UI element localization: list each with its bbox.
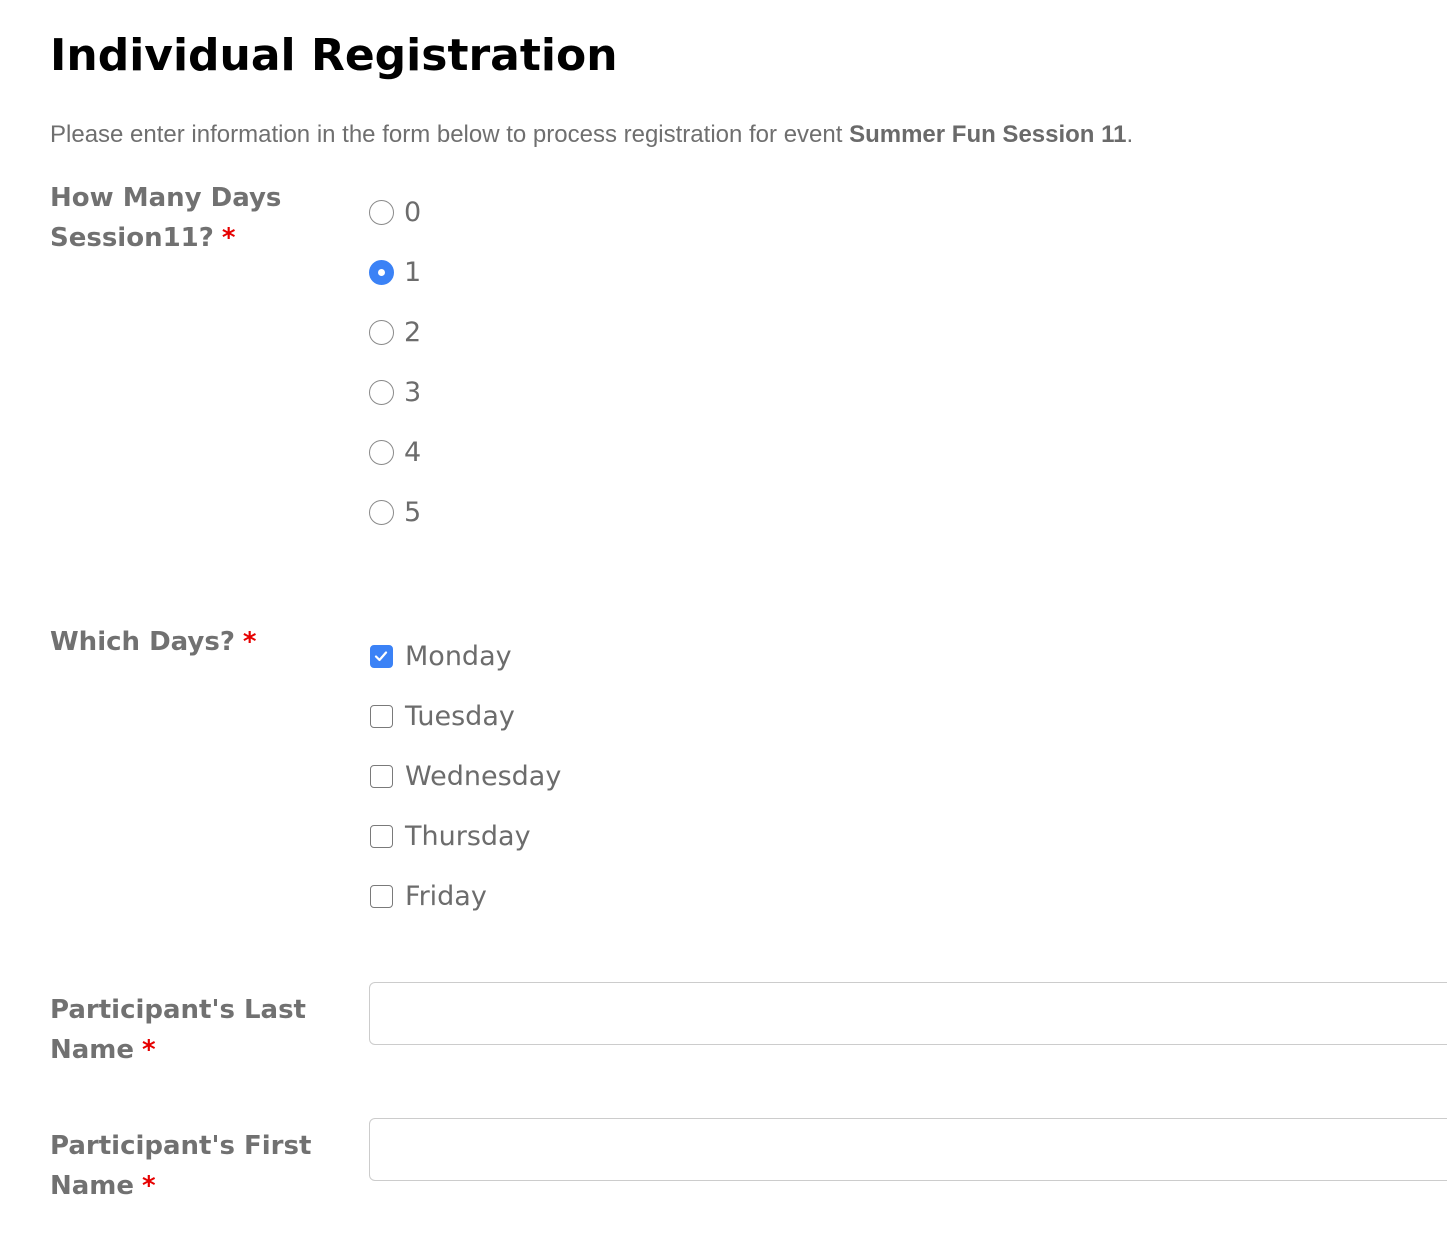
days-count-option-5[interactable] [369,497,421,527]
day-option-thursday[interactable] [369,821,531,851]
radio-label: 5 [404,496,422,528]
required-mark: * [221,223,236,253]
days-count-option-1[interactable] [369,257,421,287]
page-title: Individual Registration [50,30,618,81]
which-days-label [50,622,340,662]
checkmark-icon [373,648,389,664]
radio-button[interactable] [369,440,394,465]
checkbox-label: Wednesday [405,760,562,792]
required-mark: * [242,627,257,657]
required-mark: * [142,1171,156,1201]
last-name-input[interactable] [369,982,1447,1045]
radio-label: 0 [404,196,422,228]
days-count-option-4[interactable] [369,437,421,467]
day-option-monday[interactable] [369,641,512,671]
required-mark: * [142,1035,156,1065]
checkbox[interactable] [370,885,393,908]
radio-label: 1 [404,256,422,288]
event-name: Summer Fun Session 11 [849,121,1127,148]
checkbox-label: Monday [405,640,512,672]
intro-suffix: . [1126,121,1134,148]
last-name-label [50,990,340,1070]
radio-button-selected[interactable] [369,260,394,285]
days-count-label-text: How Many Days Session11? [50,183,282,253]
checkbox[interactable] [370,765,393,788]
day-option-wednesday[interactable] [369,761,561,791]
intro-prefix: Please enter information in the form below to process registration for event [50,121,850,148]
checkbox-label: Friday [405,880,487,912]
day-option-friday[interactable] [369,881,487,911]
last-name-label-text: Participant's Last Name [50,995,306,1065]
days-count-option-3[interactable] [369,377,421,407]
radio-button[interactable] [369,380,394,405]
checkbox-label: Thursday [405,820,531,852]
days-count-option-0[interactable] [369,197,421,227]
which-days-label-text: Which Days? [50,627,235,657]
checkbox-label: Tuesday [405,700,515,732]
radio-label: 4 [404,436,422,468]
radio-label: 3 [404,376,422,408]
day-option-tuesday[interactable] [369,701,515,731]
radio-label: 2 [404,316,422,348]
intro-text [50,121,1133,149]
checkbox[interactable] [370,705,393,728]
first-name-label [50,1126,340,1206]
days-count-option-2[interactable] [369,317,421,347]
days-count-label [50,178,340,258]
radio-button[interactable] [369,200,394,225]
checkbox-checked[interactable] [370,645,393,668]
first-name-label-text: Participant's First Name [50,1131,312,1201]
checkbox[interactable] [370,825,393,848]
radio-button[interactable] [369,320,394,345]
radio-button[interactable] [369,500,394,525]
first-name-input[interactable] [369,1118,1447,1181]
